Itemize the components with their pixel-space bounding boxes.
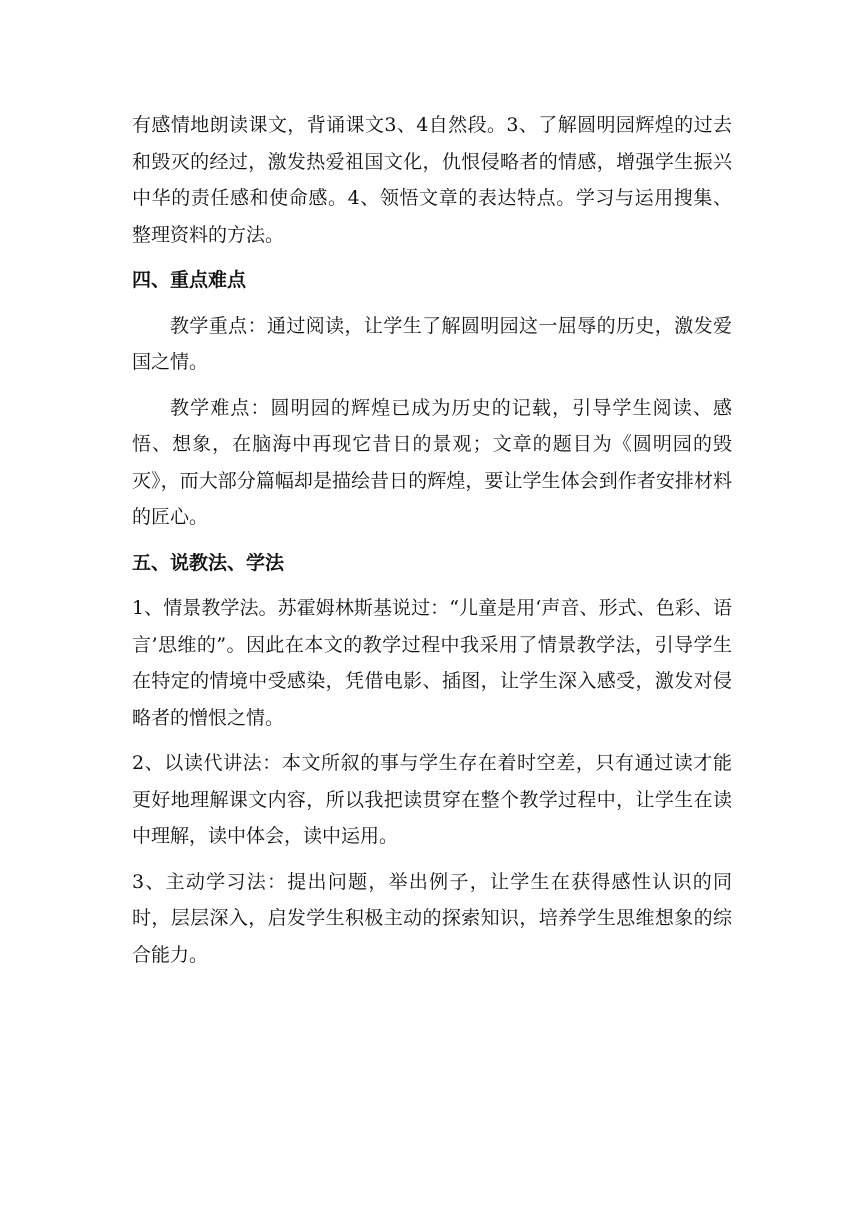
section-heading-methods: 五、说教法、学法 <box>132 551 285 574</box>
method-active-learning-paragraph: 3、主动学习法：提出问题，举出例子，让学生在获得感性认识的同时，层层深入，启发学生积极主动的探索知识，培养学生思维想象的综合能力。 <box>132 870 732 966</box>
difficult-point-paragraph: 教学难点：圆明园的辉煌已成为历史的记载，引导学生阅读、感悟、想象，在脑海中再现它昔日的景观；文章的题目为《圆明园的毁灭》，而大部分篇幅却是描绘昔日的辉煌，要让学生体会到作者安排材料的匠心。 <box>132 396 732 528</box>
goals-paragraph: 有感情地朗读课文，背诵课文3、4自然段。3、了解圆明园辉煌的过去和毁灭的经过，激发热爱祖国文化，仇恨侵略者的情感，增强学生振兴中华的责任感和使命感。4、领悟文章的表达特点。学习与运用搜集、整理资料的方法。 <box>132 114 732 246</box>
method-reading-paragraph: 2、以读代讲法：本文所叙的事与学生存在着时空差，只有通过读才能更好地理解课文内容，所以我把读贯穿在整个教学过程中，让学生在读中理解，读中体会，读中运用。 <box>132 752 732 847</box>
method-situational-paragraph: 1、情景教学法。苏霍姆林斯基说过：“儿童是用‘声音、形式、色彩、语言’思维的”。因此在本文的教学过程中我采用了情景教学法，引导学生在特定的情境中受感染，凭借电影、插图，让学生深入感受，激发对侵略者的憎恨之情。 <box>132 597 732 729</box>
key-point-paragraph: 教学重点：通过阅读，让学生了解圆明园这一屈辱的历史，激发爱国之情。 <box>132 314 732 373</box>
document-body <box>132 107 732 982</box>
section-heading-key-points: 四、重点难点 <box>132 269 247 291</box>
